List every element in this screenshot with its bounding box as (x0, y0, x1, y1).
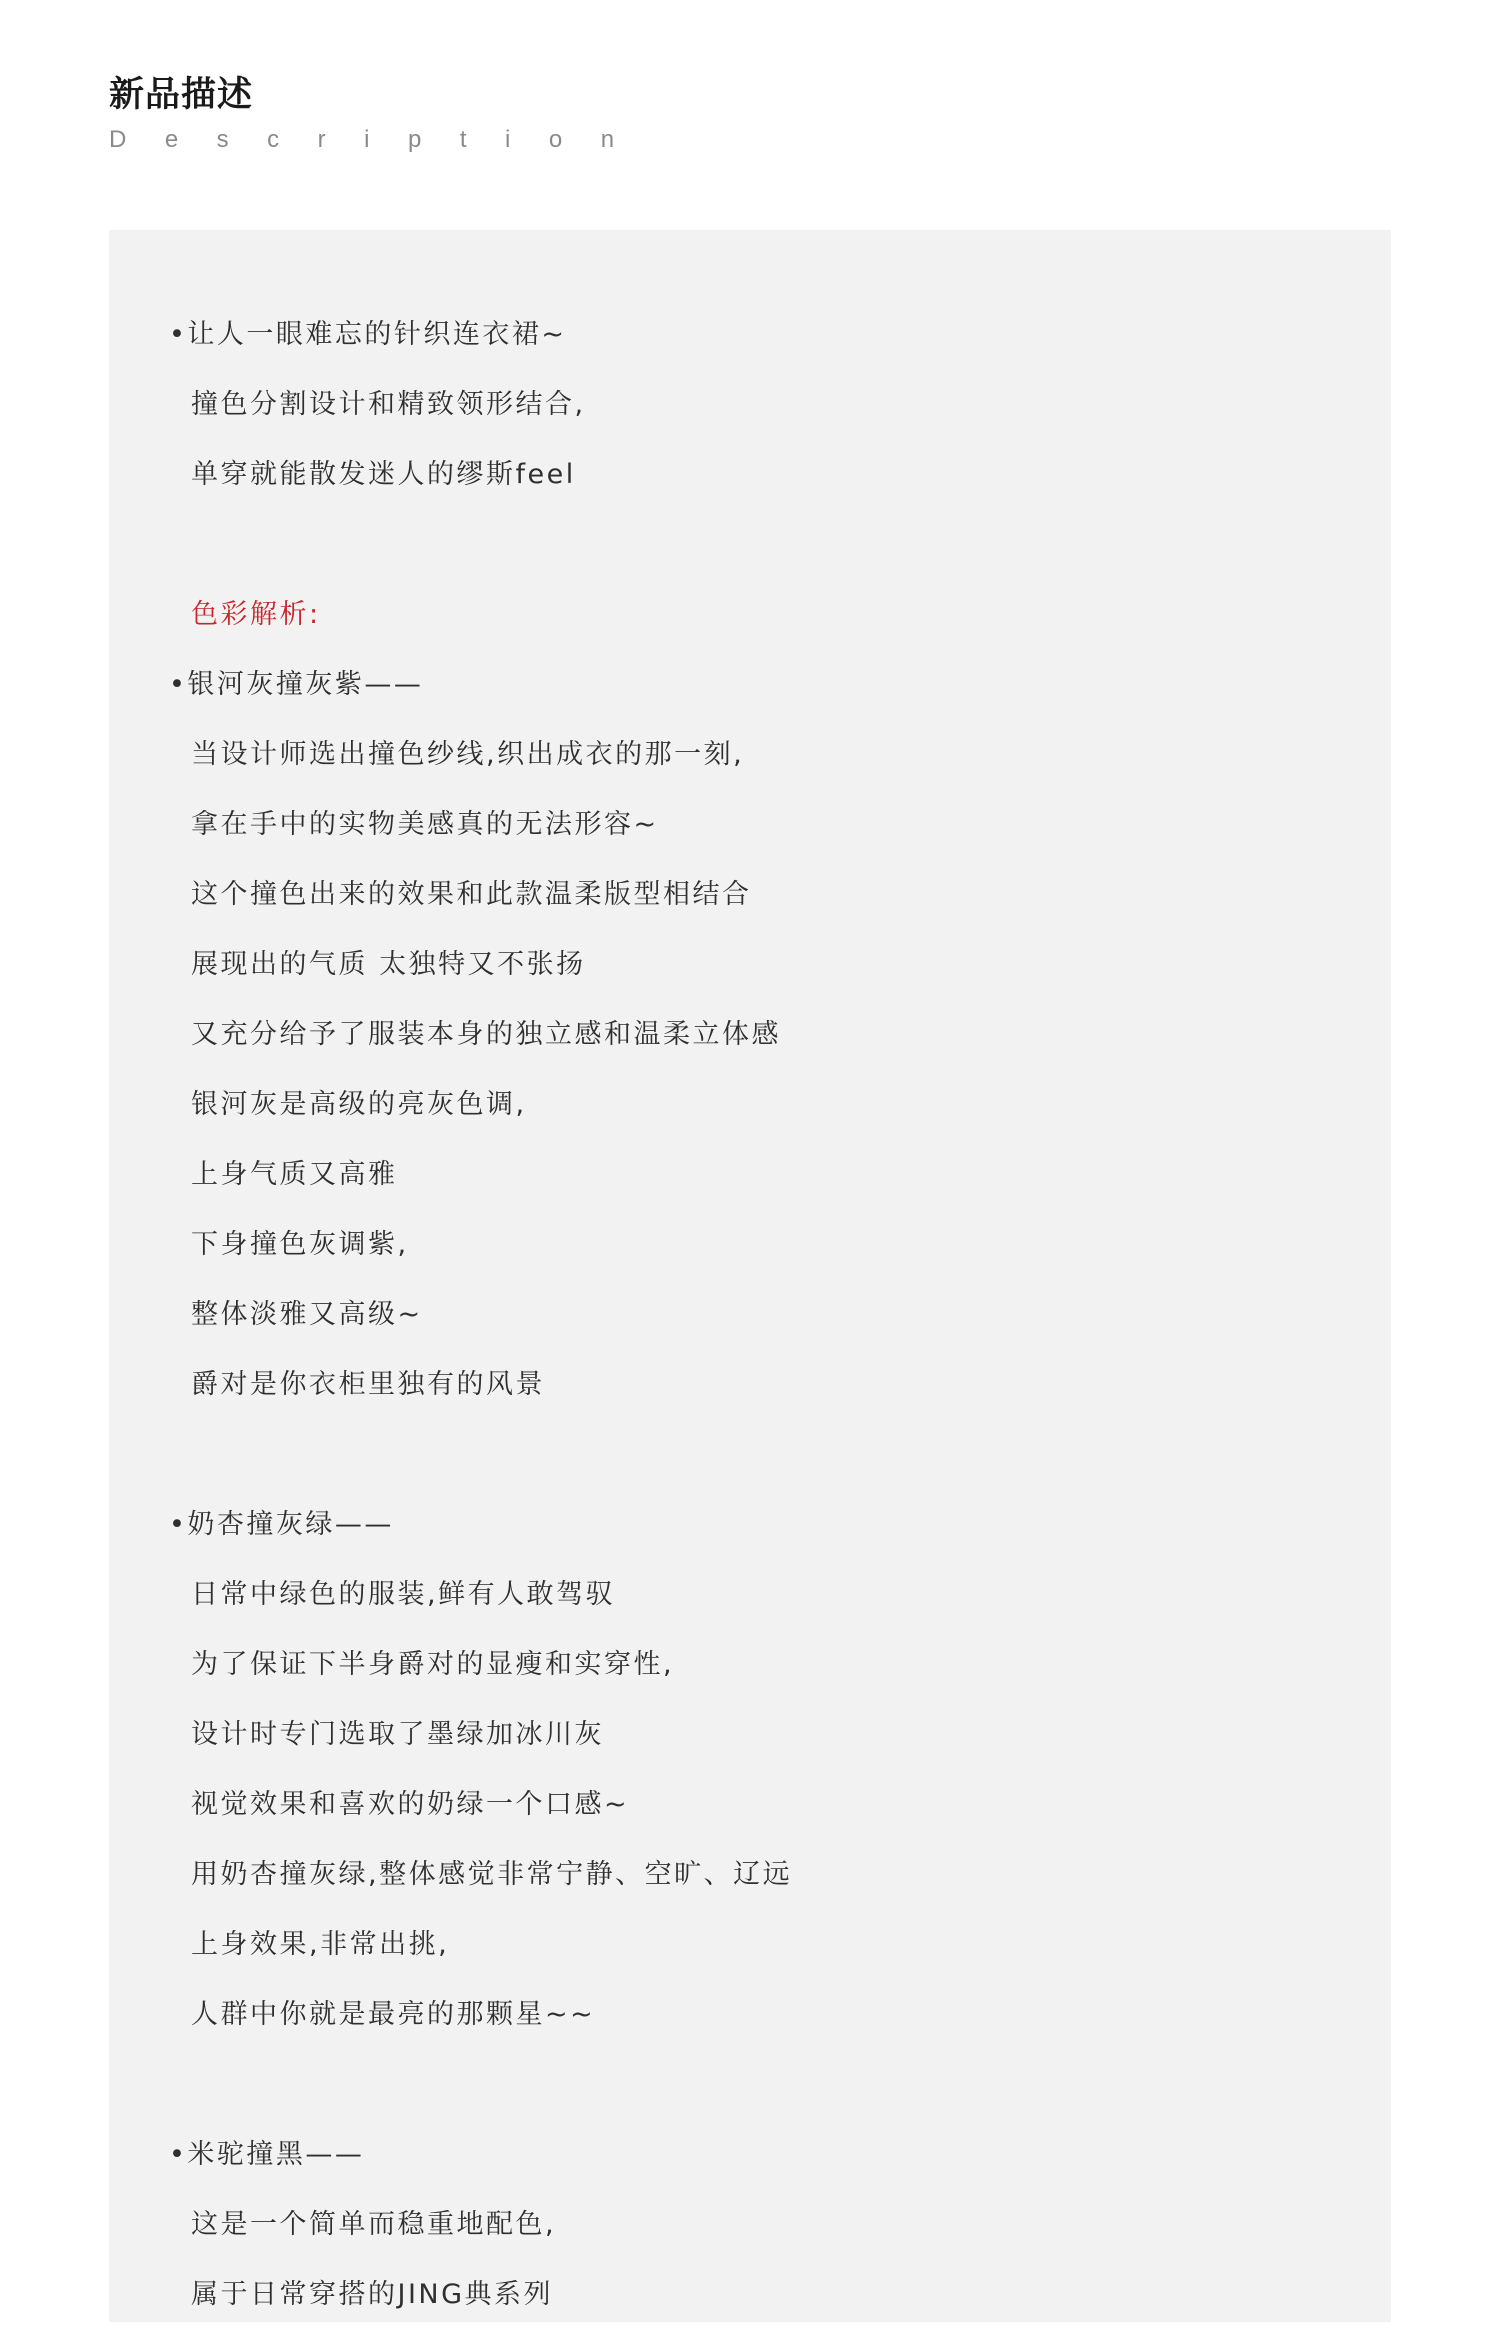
description-line: 人群中你就是最亮的那颗星~~ (191, 1999, 596, 2030)
description-line: 拿在手中的实物美感真的无法形容~ (191, 809, 659, 840)
description-line: 展现出的气质 太独特又不张扬 (191, 949, 586, 980)
section-header (109, 70, 653, 154)
description-heading: •米驼撞黑—— (169, 2139, 365, 2170)
description-line: 设计时专门选取了墨绿加冰川灰 (191, 1719, 604, 1750)
description-panel (109, 230, 1391, 2322)
description-text-block (109, 300, 1391, 2330)
section-title: 新品描述 (109, 75, 254, 115)
description-line: 下身撞色灰调紫, (191, 1229, 409, 1260)
description-line: 属于日常穿搭的JING典系列 (191, 2279, 554, 2310)
description-line: 又充分给予了服装本身的独立感和温柔立体感 (191, 1019, 781, 1050)
description-line: 日常中绿色的服装,鲜有人敢驾驭 (191, 1579, 616, 1610)
paragraph-spacer (109, 510, 1391, 580)
description-heading: •奶杏撞灰绿—— (169, 1509, 394, 1540)
description-line: 这个撞色出来的效果和此款温柔版型相结合 (191, 879, 752, 910)
description-line: 这是一个简单而稳重地配色, (191, 2209, 557, 2240)
description-line: 整体淡雅又高级~ (191, 1299, 423, 1330)
description-line: 当设计师选出撞色纱线,织出成衣的那一刻, (191, 739, 745, 770)
description-line: 视觉效果和喜欢的奶绿一个口感~ (191, 1789, 630, 1820)
description-line: 为了保证下半身爵对的显瘦和实穿性, (191, 1649, 675, 1680)
paragraph-spacer (109, 2050, 1391, 2120)
description-line: 银河灰是高级的亮灰色调, (191, 1089, 527, 1120)
description-line: 爵对是你衣柜里独有的风景 (191, 1369, 545, 1400)
description-heading: •让人一眼难忘的针织连衣裙~ (169, 319, 567, 350)
section-subtitle: Description (109, 126, 653, 153)
description-line: 上身气质又高雅 (191, 1159, 398, 1190)
description-line: 上身效果,非常出挑, (191, 1929, 450, 1960)
description-line: 用奶杏撞灰绿,整体感觉非常宁静、空旷、辽远 (191, 1859, 793, 1890)
paragraph-spacer (109, 1420, 1391, 1490)
description-line: 撞色分割设计和精致领形结合, (191, 389, 586, 420)
color-analysis-label: 色彩解析: (191, 599, 321, 630)
description-heading: •银河灰撞灰紫—— (169, 669, 424, 700)
description-line: 单穿就能散发迷人的缪斯feel (191, 459, 576, 490)
